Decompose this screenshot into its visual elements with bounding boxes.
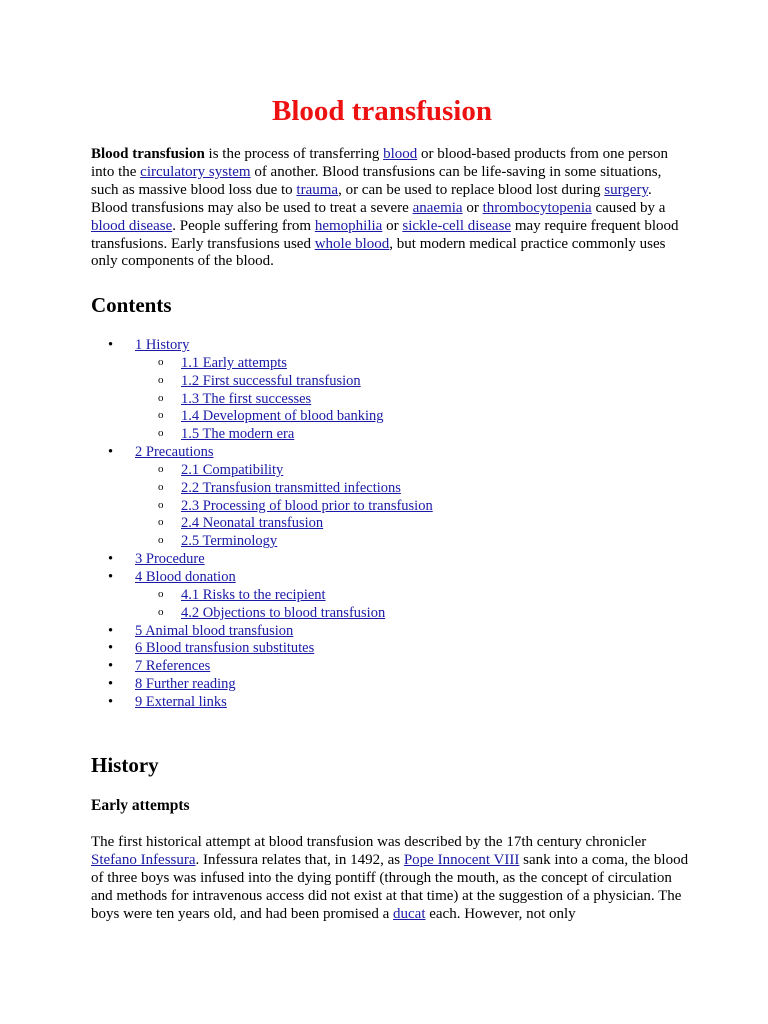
toc-item [91, 587, 433, 605]
toc-item [91, 337, 433, 355]
text-span: caused by a [591, 199, 666, 216]
text-span: sank into a coma, the blood of three boys was infused into the dying pontiff (through the mouth, as the concept of circulation and methods for intravenous access did not exist at that time) at the suggestion of a physician. The boys were ten years old, and had been promised a [91, 851, 689, 922]
toc-link-4-1-risks-to-the-recipient[interactable]: 4.1 Risks to the recipient [181, 586, 326, 603]
history-heading: History [91, 753, 159, 777]
toc-item [91, 480, 433, 498]
toc-item [91, 605, 433, 623]
link-surgery[interactable]: surgery [604, 181, 648, 198]
toc-link-2-precautions[interactable]: 2 Precautions [135, 444, 214, 461]
link-trauma[interactable]: trauma [296, 181, 339, 198]
toc-link-5-animal-blood-transfusion[interactable]: 5 Animal blood transfusion [135, 622, 294, 639]
toc-link-2-3-processing-of-blood-prior-to-transfusion[interactable]: 2.3 Processing of blood prior to transfusion [181, 497, 433, 514]
toc-item [91, 444, 433, 462]
toc-link-2-4-neonatal-transfusion[interactable]: 2.4 Neonatal transfusion [181, 515, 324, 532]
toc-link-8-further-reading[interactable]: 8 Further reading [135, 676, 236, 693]
toc-link-9-external-links[interactable]: 9 External links [135, 693, 227, 710]
link-stefano-infessura[interactable]: Stefano Infessura [91, 851, 196, 868]
text-span: of another. Blood transfusions can be life-saving in some situations, such as massive blood loss due to [91, 163, 662, 198]
toc-item [91, 498, 433, 516]
link-thrombocytopenia[interactable]: thrombocytopenia [482, 199, 592, 216]
bold-term: Blood transfusion [91, 146, 205, 162]
text-span: . People suffering from [172, 217, 315, 234]
toc-item [91, 533, 433, 551]
toc-item [91, 694, 433, 712]
text-span: may require frequent blood transfusions. Early transfusions used [91, 217, 679, 252]
toc-link-4-blood-donation[interactable]: 4 Blood donation [135, 568, 236, 585]
toc-item [91, 373, 433, 391]
link-blood-disease[interactable]: blood disease [91, 217, 173, 234]
text-span: or [382, 217, 403, 234]
toc-item [91, 462, 433, 480]
text-span: , but modern medical practice commonly uses only components of the blood. [91, 235, 666, 270]
toc-item [91, 426, 433, 444]
toc-link-1-1-early-attempts[interactable]: 1.1 Early attempts [181, 354, 287, 371]
link-circulatory-system[interactable]: circulatory system [140, 163, 251, 180]
text-span: . Blood transfusions may also be used to treat a severe [91, 181, 652, 216]
toc-link-3-procedure[interactable]: 3 Procedure [135, 551, 205, 568]
toc-item [91, 623, 433, 641]
toc-item [91, 551, 433, 569]
toc-link-2-2-transfusion-transmitted-infections[interactable]: 2.2 Transfusion transmitted infections [181, 479, 401, 496]
text-span: or blood-based products from one person into the [91, 146, 669, 180]
text-span: , or can be used to replace blood lost during [338, 181, 605, 198]
toc-item [91, 676, 433, 694]
toc-link-1-5-the-modern-era[interactable]: 1.5 The modern era [181, 426, 295, 443]
page-title: Blood transfusion [272, 95, 492, 127]
toc-link-4-2-objections-to-blood-transfusion[interactable]: 4.2 Objections to blood transfusion [181, 604, 386, 621]
link-ducat[interactable]: ducat [393, 905, 426, 922]
table-of-contents [91, 337, 433, 712]
link-anaemia[interactable]: anaemia [412, 199, 463, 216]
toc-link-1-2-first-successful-transfusion[interactable]: 1.2 First successful transfusion [181, 372, 361, 389]
toc-item [91, 658, 433, 676]
intro-paragraph [91, 146, 691, 271]
link-blood[interactable]: blood [383, 146, 418, 162]
contents-heading: Contents [91, 293, 172, 317]
early-attempts-heading: Early attempts [91, 797, 190, 814]
text-span: each. However, not only [425, 905, 576, 922]
toc-link-2-5-terminology[interactable]: 2.5 Terminology [181, 533, 278, 550]
toc-link-1-history[interactable]: 1 History [135, 337, 190, 353]
toc-item [91, 640, 433, 658]
link-hemophilia[interactable]: hemophilia [314, 217, 383, 234]
toc-item [91, 391, 433, 409]
toc-link-6-blood-transfusion-substitutes[interactable]: 6 Blood transfusion substitutes [135, 640, 315, 657]
toc-item [91, 408, 433, 426]
history-paragraph [91, 834, 691, 924]
toc-link-1-4-development-of-blood-banking[interactable]: 1.4 Development of blood banking [181, 408, 384, 425]
link-pope-innocent-viii[interactable]: Pope Innocent VIII [403, 851, 520, 868]
link-sickle-cell-disease[interactable]: sickle-cell disease [402, 217, 512, 234]
toc-link-1-3-the-first-successes[interactable]: 1.3 The first successes [181, 390, 312, 407]
toc-item [91, 355, 433, 373]
toc-item [91, 515, 433, 533]
text-span: is the process of transferring [204, 146, 384, 162]
toc-link-2-1-compatibility[interactable]: 2.1 Compatibility [181, 461, 284, 478]
toc-item [91, 569, 433, 587]
text-span: or [462, 199, 483, 216]
toc-link-7-references[interactable]: 7 References [135, 658, 211, 675]
text-span: . Infessura relates that, in 1492, as [195, 851, 404, 868]
text-span: The first historical attempt at blood transfusion was described by the 17th century chronicler [91, 834, 647, 850]
link-whole-blood[interactable]: whole blood [314, 235, 390, 252]
